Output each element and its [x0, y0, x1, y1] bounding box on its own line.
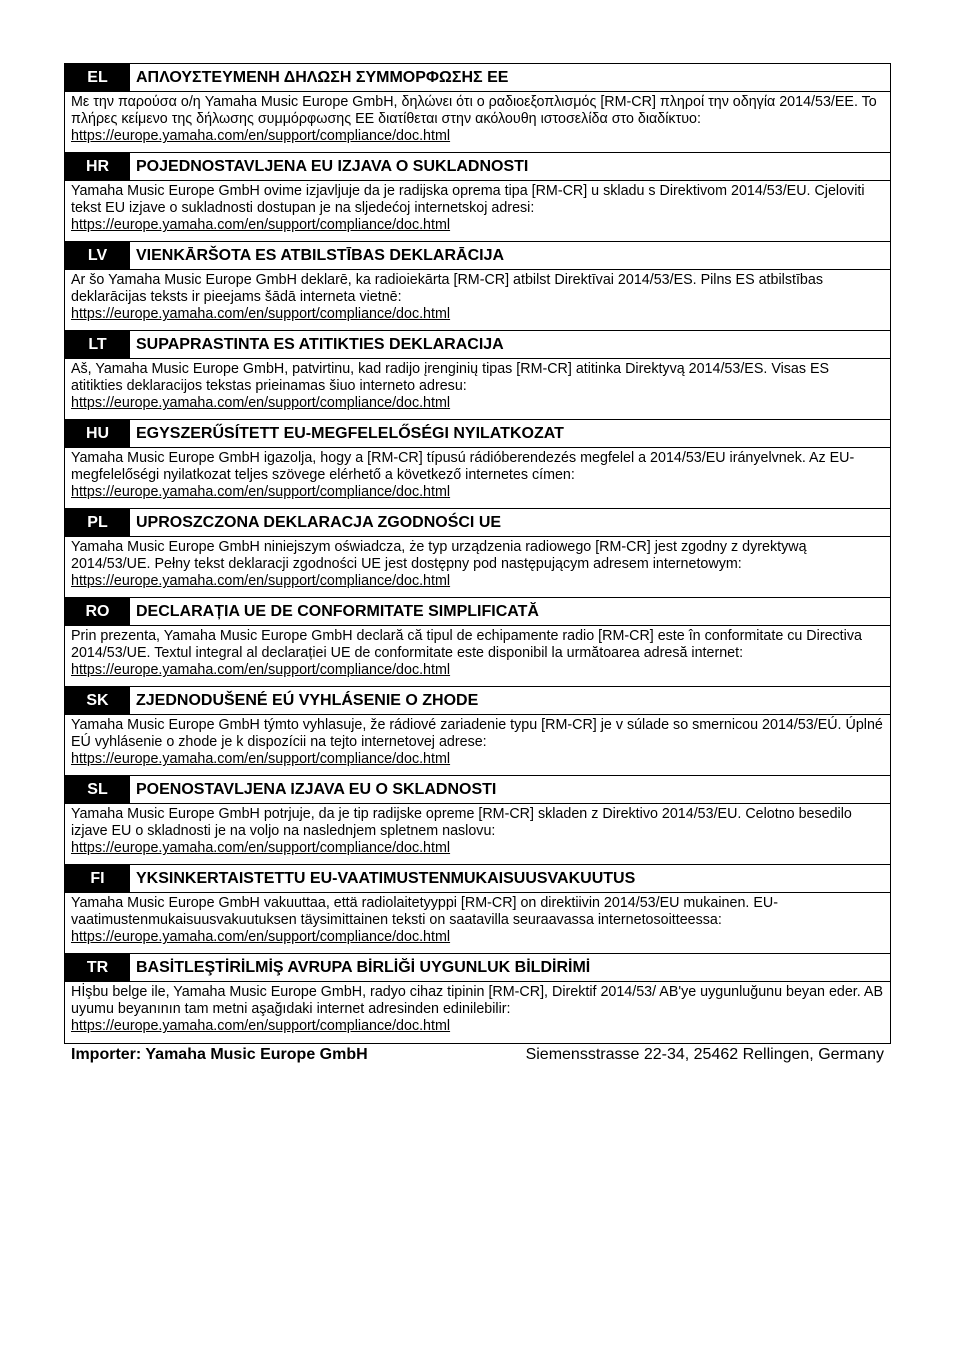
section-body: [65, 359, 890, 420]
declaration-text: Yamaha Music Europe GmbH igazolja, hogy a [RM-CR] típusú rádióberendezés megfelel a 2014/53/EU irányelvnek. Az EU-megfelelőségi nyilatkozat teljes szövege elérhető a következő internetes címen:: [71, 450, 855, 484]
section-title: ΑΠΛΟΥΣΤΕΥΜΕΝΗ ΔΗΛΩΣΗ ΣΥΜΜΟΡΦΩΣΗΣ ΕΕ: [136, 68, 509, 86]
declaration-text: Yamaha Music Europe GmbH niniejszym oświadcza, że typ urządzenia radiowego [RM-CR] jest zgodny z dyrektywą 2014/53/UE. Pełny tekst deklaracji zgodności UE jest dostępny pod następującym adresem internetowym:: [71, 539, 807, 573]
footer: [71, 1045, 884, 1065]
declaration-section: [65, 598, 890, 687]
importer-label: Importer: Yamaha Music Europe GmbH: [71, 1046, 368, 1063]
language-code-badge: EL: [65, 64, 130, 91]
declaration-text: Yamaha Music Europe GmbH týmto vyhlasuje, že rádiové zariadenie typu [RM-CR] je v súlade so smernicou 2014/53/EÚ. Úplné EÚ vyhlásenie o zhode je k dispozícii na tejto internetovej adrese:: [71, 717, 883, 751]
section-title: YKSINKERTAISTETTU EU-VAATIMUSTENMUKAISUUSVAKUUTUS: [136, 869, 636, 887]
compliance-doc-link[interactable]: https://europe.yamaha.com/en/support/compliance/doc.html: [71, 662, 451, 679]
declaration-text: Yamaha Music Europe GmbH vakuuttaa, että radiolaitetyyppi [RM-CR] on direktiivin 2014/53/EU mukainen. EU-vaatimustenmukaisuusvakuutuksen täysimittainen teksti on saatavilla seuraavassa internetosoitteessa:: [71, 895, 778, 929]
section-header: [65, 64, 890, 92]
language-code-badge: SK: [65, 687, 130, 714]
compliance-doc-link[interactable]: https://europe.yamaha.com/en/support/compliance/doc.html: [71, 573, 451, 590]
section-header: [65, 954, 890, 982]
section-header: [65, 153, 890, 181]
declaration-text: Prin prezenta, Yamaha Music Europe GmbH declară că tipul de echipamente radio [RM-CR] este în conformitate cu Directiva 2014/53/UE. Textul integral al declarației UE de conformitate este disponibil la următoarea adresă internet:: [71, 628, 862, 662]
language-code-badge: LV: [65, 242, 130, 269]
declaration-table: [64, 63, 891, 1044]
section-title: ZJEDNODUŠENÉ EÚ VYHLÁSENIE O ZHODE: [136, 691, 479, 709]
section-body: [65, 982, 890, 1043]
section-header: [65, 598, 890, 626]
section-body: [65, 448, 890, 509]
section-header: [65, 687, 890, 715]
declaration-text: Hİşbu belge ile, Yamaha Music Europe GmbH, radyo cihaz tipinin [RM-CR], Direktif 2014/53/ AB'ye uygunluğunu beyan eder. AB uyumu beyanının tam metni aşağıdaki internet adresinden edinilebilir:: [71, 984, 883, 1018]
declaration-text: Ar šo Yamaha Music Europe GmbH deklarē, ka radioiekārta [RM-CR] atbilst Direktīvai 2014/53/ES. Pilns ES atbilstības deklarācijas teksts ir pieejams šādā interneta vietnē:: [71, 272, 823, 306]
section-title: UPROSZCZONA DEKLARACJA ZGODNOŚCI UE: [136, 513, 502, 531]
declaration-section: [65, 420, 890, 509]
declaration-section: [65, 865, 890, 954]
language-code-badge: HU: [65, 420, 130, 447]
section-body: [65, 893, 890, 954]
declaration-text: Aš, Yamaha Music Europe GmbH, patvirtinu, kad radijo įrenginių tipas [RM-CR] atitinka Direktyvą 2014/53/ES. Visas ES atitikties deklaracijos tekstas prieinamas šiuo interneto adresu:: [71, 361, 830, 395]
compliance-doc-link[interactable]: https://europe.yamaha.com/en/support/compliance/doc.html: [71, 217, 451, 234]
language-code-badge: LT: [65, 331, 130, 358]
language-code-badge: PL: [65, 509, 130, 536]
language-code-badge: SL: [65, 776, 130, 803]
declaration-section: [65, 331, 890, 420]
compliance-doc-link[interactable]: https://europe.yamaha.com/en/support/compliance/doc.html: [71, 751, 451, 768]
section-body: [65, 626, 890, 687]
compliance-doc-link[interactable]: https://europe.yamaha.com/en/support/compliance/doc.html: [71, 1018, 451, 1035]
declaration-section: [65, 776, 890, 865]
compliance-doc-link[interactable]: https://europe.yamaha.com/en/support/compliance/doc.html: [71, 840, 451, 857]
language-code-badge: HR: [65, 153, 130, 180]
declaration-text: Με την παρούσα ο/η Yamaha Music Europe GmbH, δηλώνει ότι ο ραδιοεξοπλισμός [RM-CR] πληροί την οδηγία 2014/53/ΕΕ. Το πλήρες κείμενο της δήλωσης συμμόρφωσης ΕΕ διατίθεται στην ακόλουθη ιστοσελίδα στο διαδίκτυο:: [71, 94, 877, 128]
section-header: [65, 242, 890, 270]
importer-address: Siemensstrasse 22-34, 25462 Rellingen, Germany: [525, 1046, 884, 1063]
declaration-text: Yamaha Music Europe GmbH potrjuje, da je tip radijske opreme [RM-CR] skladen z Direktivo 2014/53/EU. Celotno besedilo izjave EU o skladnosti je na voljo na naslednjem spletnem naslovu:: [71, 806, 852, 840]
section-header: [65, 420, 890, 448]
language-code-badge: TR: [65, 954, 130, 981]
section-title: POJEDNOSTAVLJENA EU IZJAVA O SUKLADNOSTI: [136, 157, 529, 175]
declaration-section: [65, 64, 890, 153]
section-title: BASİTLEŞTİRİLMİŞ AVRUPA BİRLİĞİ UYGUNLUK BİLDİRİMİ: [136, 958, 591, 976]
declaration-text: Yamaha Music Europe GmbH ovime izjavljuje da je radijska oprema tipa [RM-CR] u skladu s Direktivom 2014/53/EU. Cjeloviti tekst EU izjave o sukladnosti dostupan je na sljedećoj internetskoj adresi:: [71, 183, 865, 217]
section-header: [65, 509, 890, 537]
section-header: [65, 865, 890, 893]
compliance-doc-link[interactable]: https://europe.yamaha.com/en/support/compliance/doc.html: [71, 484, 451, 501]
section-body: [65, 715, 890, 776]
declaration-section: [65, 242, 890, 331]
section-title: SUPAPRASTINTA ES ATITIKTIES DEKLARACIJA: [136, 335, 504, 353]
section-body: [65, 804, 890, 865]
section-title: EGYSZERŰSÍTETT EU-MEGFELELŐSÉGI NYILATKOZAT: [136, 424, 564, 442]
language-code-badge: RO: [65, 598, 130, 625]
compliance-doc-link[interactable]: https://europe.yamaha.com/en/support/compliance/doc.html: [71, 395, 451, 412]
language-code-badge: FI: [65, 865, 130, 892]
section-header: [65, 776, 890, 804]
section-header: [65, 331, 890, 359]
section-body: [65, 270, 890, 331]
compliance-doc-link[interactable]: https://europe.yamaha.com/en/support/compliance/doc.html: [71, 306, 451, 323]
declaration-section: [65, 509, 890, 598]
section-title: VIENKĀRŠOTA ES ATBILSTĪBAS DEKLARĀCIJA: [136, 246, 505, 264]
declaration-section: [65, 153, 890, 242]
section-body: [65, 92, 890, 153]
declaration-section: [65, 954, 890, 1043]
declaration-section: [65, 687, 890, 776]
compliance-doc-link[interactable]: https://europe.yamaha.com/en/support/compliance/doc.html: [71, 929, 451, 946]
section-title: POENOSTAVLJENA IZJAVA EU O SKLADNOSTI: [136, 780, 497, 798]
section-body: [65, 537, 890, 598]
section-body: [65, 181, 890, 242]
section-title: DECLARAȚIA UE DE CONFORMITATE SIMPLIFICATĂ: [136, 602, 539, 620]
compliance-doc-link[interactable]: https://europe.yamaha.com/en/support/compliance/doc.html: [71, 128, 451, 145]
